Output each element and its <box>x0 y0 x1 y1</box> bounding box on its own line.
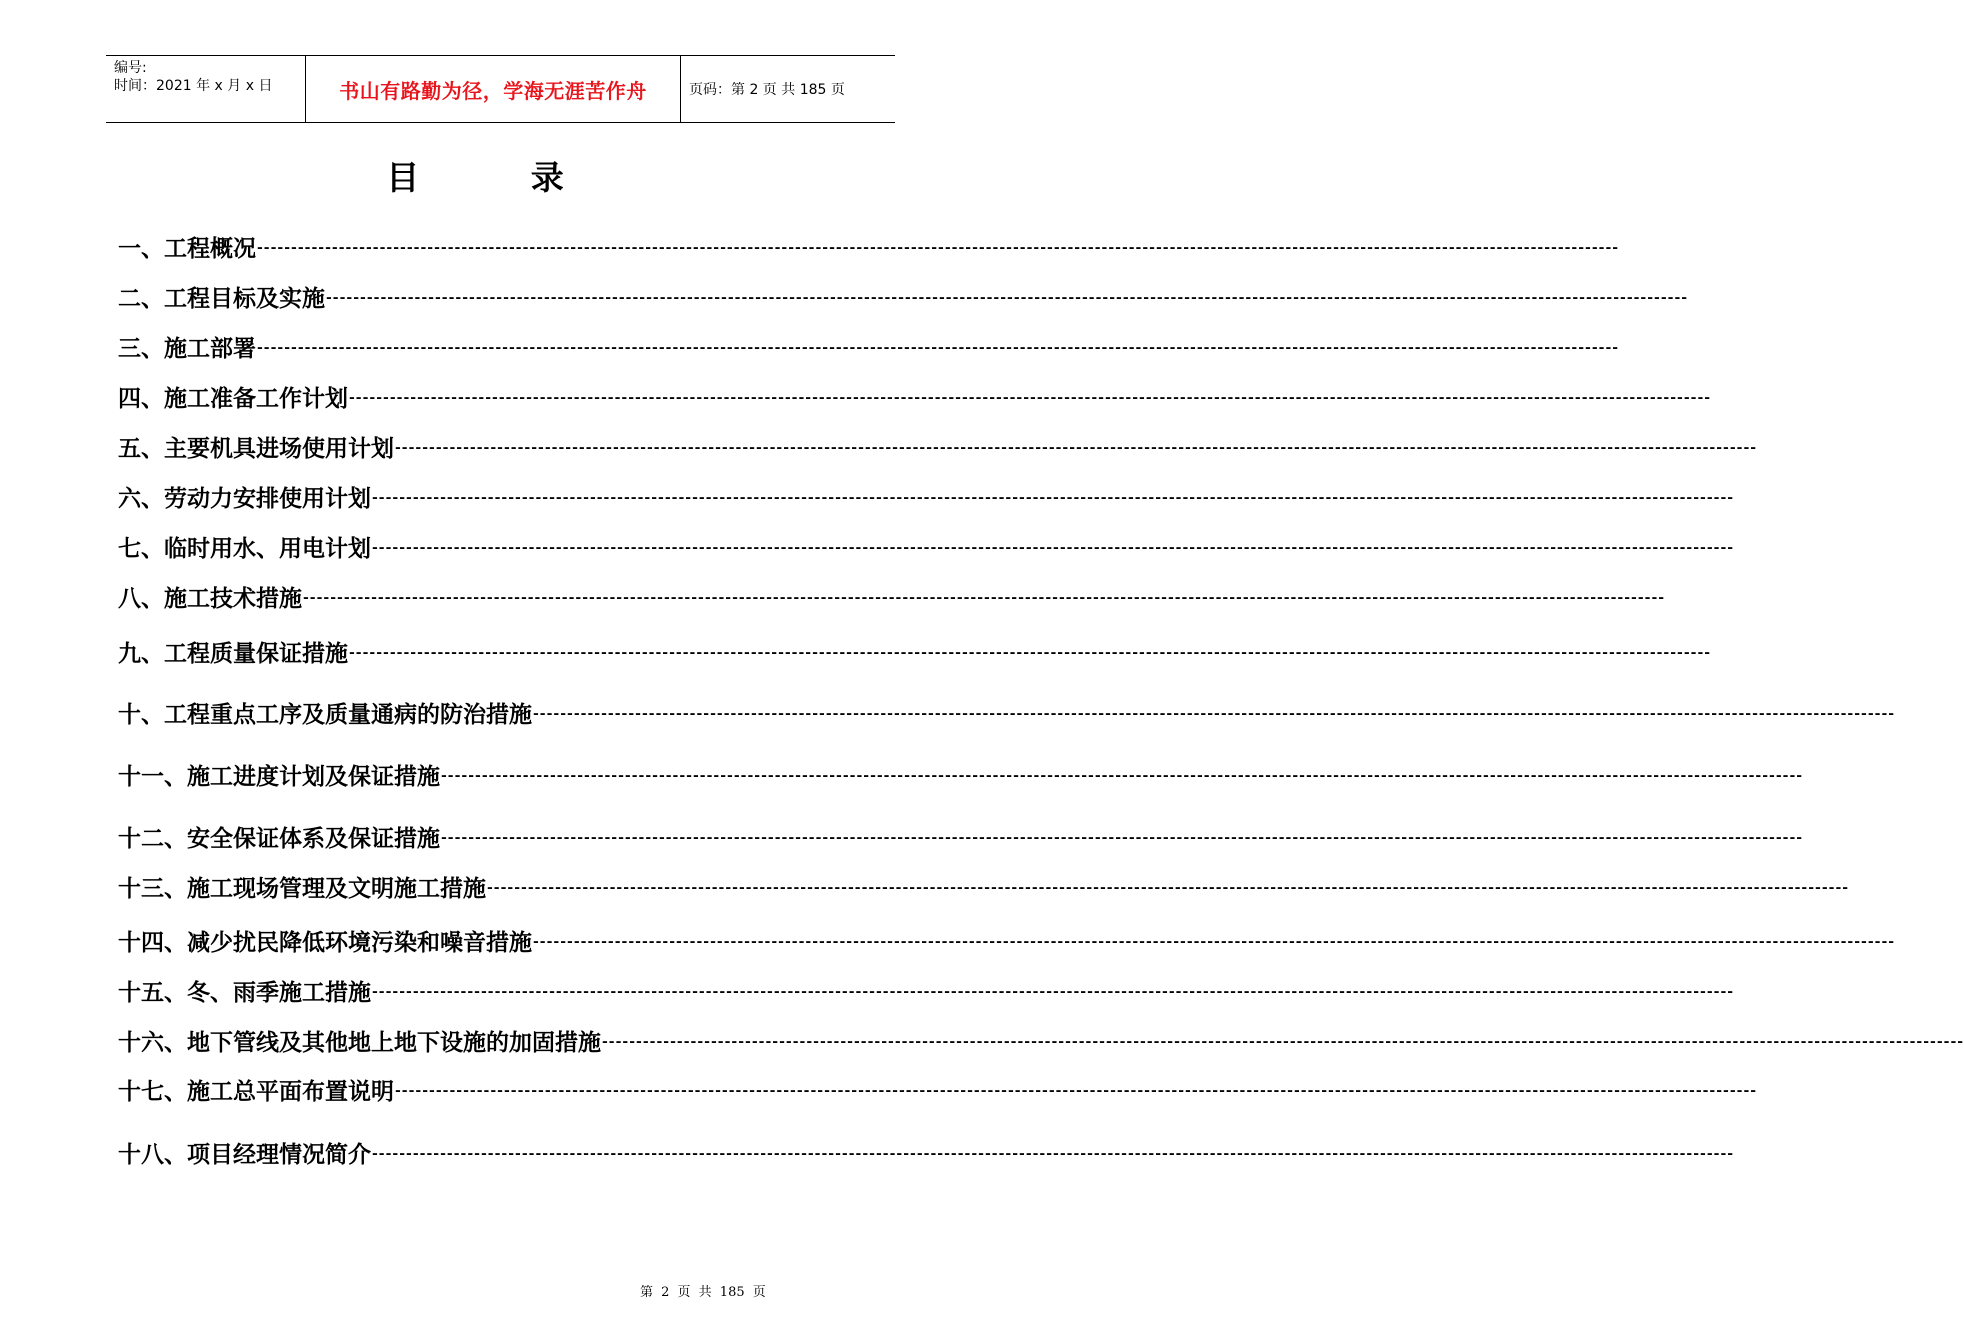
toc-item <box>118 280 1689 312</box>
toc-item <box>118 1136 1735 1168</box>
toc-dot-leader: -------------------------------------------------------------------------------------------------------------------------------------------------------------------------------------------------------- <box>372 1146 1735 1162</box>
toc-item-label: 十八、项目经理情况简介 <box>118 1141 371 1168</box>
toc-dot-leader: -------------------------------------------------------------------------------------------------------------------------------------------------------------------------------------------------------- <box>602 1034 1964 1050</box>
toc-item-label: 十一、施工进度计划及保证措施 <box>118 763 440 790</box>
toc-item <box>118 1024 1964 1056</box>
toc-dot-leader: -------------------------------------------------------------------------------------------------------------------------------------------------------------------------------------------------------- <box>349 390 1712 406</box>
toc-dot-leader: -------------------------------------------------------------------------------------------------------------------------------------------------------------------------------------------------------- <box>487 880 1850 896</box>
toc-dot-leader: -------------------------------------------------------------------------------------------------------------------------------------------------------------------------------------------------------- <box>395 440 1758 456</box>
document-header <box>106 55 895 123</box>
toc-item-label: 八、施工技术措施 <box>118 585 302 612</box>
toc-item-label: 一、工程概况 <box>118 235 256 262</box>
number-label: 编号: <box>114 60 147 76</box>
toc-dot-leader: -------------------------------------------------------------------------------------------------------------------------------------------------------------------------------------------------------- <box>257 240 1620 256</box>
toc-item <box>118 1073 1758 1105</box>
toc-item-label: 十三、施工现场管理及文明施工措施 <box>118 875 486 902</box>
toc-dot-leader: -------------------------------------------------------------------------------------------------------------------------------------------------------------------------------------------------------- <box>395 1083 1758 1099</box>
toc-item-label: 十七、施工总平面布置说明 <box>118 1078 394 1105</box>
motto-text: 书山有路勤为径，学海无涯苦作舟 <box>339 78 647 103</box>
toc-item-label: 十四、减少扰民降低环境污染和噪音措施 <box>118 929 532 956</box>
toc-dot-leader: -------------------------------------------------------------------------------------------------------------------------------------------------------------------------------------------------------- <box>303 590 1666 606</box>
toc-dot-leader: -------------------------------------------------------------------------------------------------------------------------------------------------------------------------------------------------------- <box>372 490 1735 506</box>
toc-item <box>118 974 1735 1006</box>
toc-dot-leader: -------------------------------------------------------------------------------------------------------------------------------------------------------------------------------------------------------- <box>441 830 1804 846</box>
toc-item <box>118 230 1620 262</box>
toc-item <box>118 758 1804 790</box>
toc-item <box>118 924 1896 956</box>
toc-dot-leader: -------------------------------------------------------------------------------------------------------------------------------------------------------------------------------------------------------- <box>326 290 1689 306</box>
toc-item <box>118 820 1804 852</box>
toc-item-label: 九、工程质量保证措施 <box>118 640 348 667</box>
toc-item <box>118 870 1850 902</box>
toc-item-label: 十、工程重点工序及质量通病的防治措施 <box>118 701 532 728</box>
toc-item <box>118 380 1712 412</box>
toc-dot-leader: -------------------------------------------------------------------------------------------------------------------------------------------------------------------------------------------------------- <box>533 706 1896 722</box>
toc-item <box>118 480 1735 512</box>
toc-item <box>118 635 1712 667</box>
toc-item-label: 十六、地下管线及其他地上地下设施的加固措施 <box>118 1029 601 1056</box>
toc-dot-leader: -------------------------------------------------------------------------------------------------------------------------------------------------------------------------------------------------------- <box>372 984 1735 1000</box>
toc-item-label: 四、施工准备工作计划 <box>118 385 348 412</box>
toc-item <box>118 580 1666 612</box>
page-footer: 第 2 页 共 185 页 <box>640 1285 766 1300</box>
toc-item <box>118 530 1735 562</box>
toc-item <box>118 330 1620 362</box>
toc-item-label: 七、临时用水、用电计划 <box>118 535 371 562</box>
toc-dot-leader: -------------------------------------------------------------------------------------------------------------------------------------------------------------------------------------------------------- <box>441 768 1804 784</box>
toc-dot-leader: -------------------------------------------------------------------------------------------------------------------------------------------------------------------------------------------------------- <box>257 340 1620 356</box>
toc-item-label: 二、工程目标及实施 <box>118 285 325 312</box>
toc-dot-leader: -------------------------------------------------------------------------------------------------------------------------------------------------------------------------------------------------------- <box>533 934 1896 950</box>
header-motto-cell <box>306 56 681 122</box>
toc-item-label: 五、主要机具进场使用计划 <box>118 435 394 462</box>
time-label: 时间：2021 年 x 月 x 日 <box>114 78 273 94</box>
toc-item-label: 六、劳动力安排使用计划 <box>118 485 371 512</box>
toc-dot-leader: -------------------------------------------------------------------------------------------------------------------------------------------------------------------------------------------------------- <box>349 645 1712 661</box>
header-page-cell <box>681 56 895 122</box>
page-code: 页码：第 2 页 共 185 页 <box>689 82 845 98</box>
toc-item-label: 十五、冬、雨季施工措施 <box>118 979 371 1006</box>
toc-dot-leader: -------------------------------------------------------------------------------------------------------------------------------------------------------------------------------------------------------- <box>372 540 1735 556</box>
toc-item <box>118 696 1896 728</box>
header-info-cell <box>106 56 306 122</box>
toc-item <box>118 430 1758 462</box>
page-title: 目 录 <box>386 158 614 197</box>
toc-item-label: 三、施工部署 <box>118 335 256 362</box>
toc-item-label: 十二、安全保证体系及保证措施 <box>118 825 440 852</box>
